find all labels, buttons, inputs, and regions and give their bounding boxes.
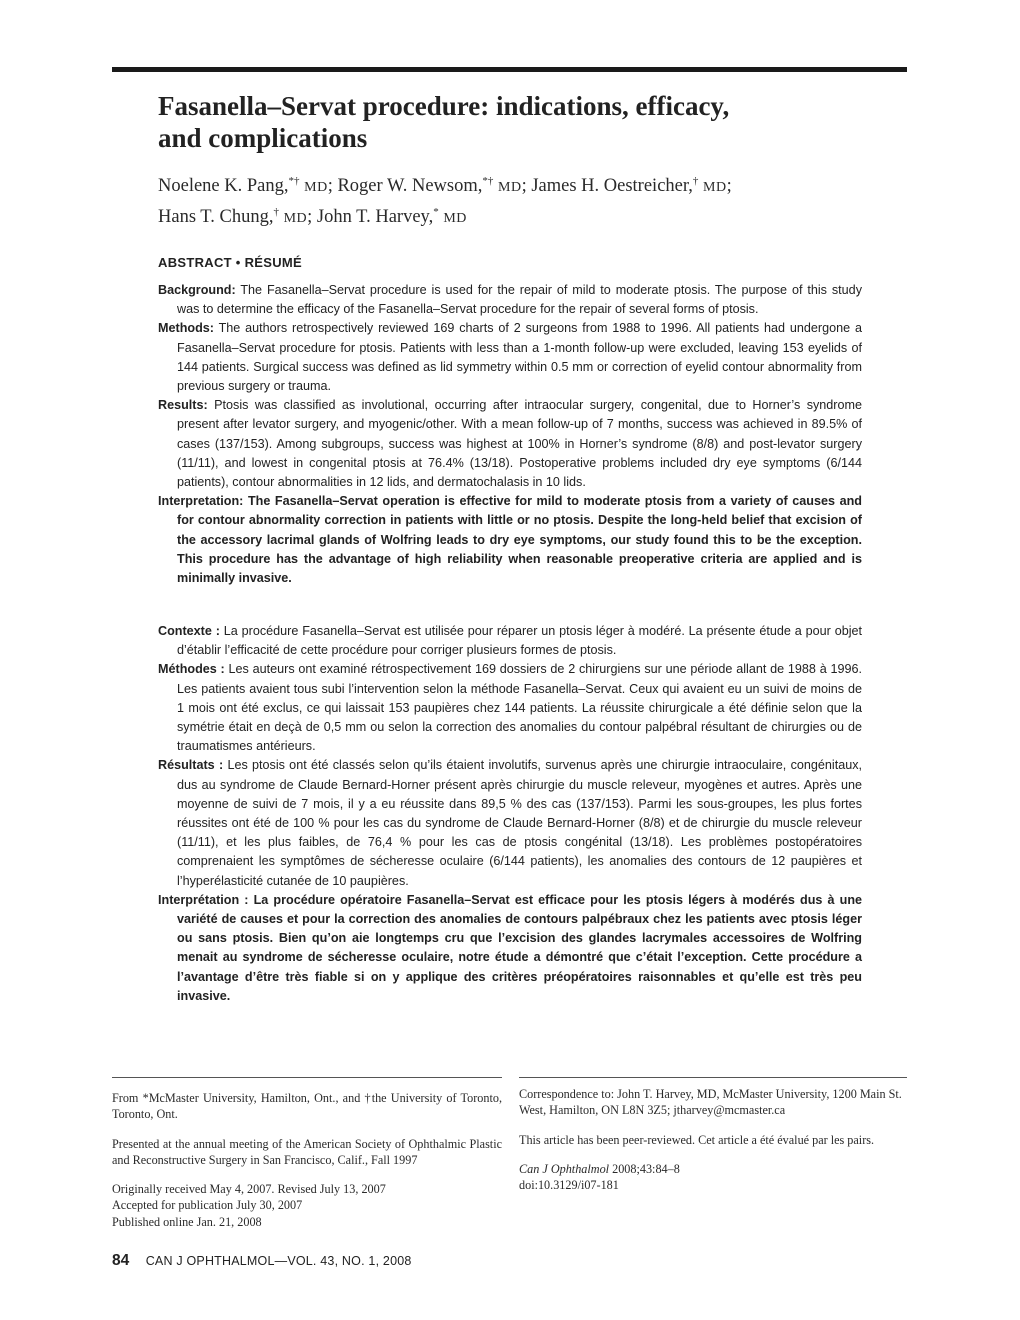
journal-running-footer: CAN J OPHTHALMOL—VOL. 43, NO. 1, 2008	[145, 1254, 412, 1268]
article-title	[158, 90, 858, 154]
author-name: Noelene K. Pang,	[158, 176, 289, 197]
doi: doi:10.3129/i07-181	[519, 1178, 619, 1193]
title-line-1: Fasanella–Servat procedure: indications, efficacy,	[158, 91, 730, 121]
footnote-divider-left	[112, 1077, 502, 1078]
author-degree: MD	[443, 211, 467, 227]
accepted-date: Accepted for publication July 30, 2007	[112, 1198, 303, 1213]
citation-ref: 2008;43:84–8	[612, 1161, 680, 1176]
author-degree: MD	[498, 180, 522, 196]
author-degree: MD	[703, 180, 727, 196]
resume-resultats	[158, 756, 862, 890]
author-separator: ;	[307, 207, 313, 228]
footnotes-right	[519, 1086, 911, 1206]
author-degree: MD	[304, 180, 328, 196]
section-label: Méthodes :	[158, 662, 225, 677]
author-degree: MD	[283, 211, 308, 227]
section-label: Background:	[158, 283, 236, 297]
page-footer	[112, 1252, 412, 1270]
author-line-1	[158, 169, 898, 200]
abstract-results	[158, 396, 862, 492]
section-label: Interpretation:	[158, 494, 244, 509]
author-separator: ;	[521, 176, 527, 197]
footnote-divider-right	[519, 1077, 907, 1078]
section-text: The Fasanella–Servat operation is effective for mild to moderate ptosis from a variety of causes and for contour abnormality correction in patients with little or no ptosis. Despite the long-held belief that excision of the accessory lacrimal glands of Wolfring leads to dry eye symptoms, our study found this to be the exception. This procedure has the advantage of high reliability when reasonable preoperative criteria are applied and is minimally invasive.	[177, 494, 862, 586]
section-text: La procédure opératoire Fasanella–Servat est efficace pour les ptosis légers à modérés dus à une variété de causes et pour la correction des anomalies de contours palpébraux chez les patients avec ptosis léger ou sans ptosis. Bien qu’on aie longtemps cru que l’excision des glandes lacrymales accessoires de Wolfring menait au syndrome de sécheresse oculaire, notre étude a démontré que c’était l’exception. Cette procédure a l’avantage d’être très fiable si on y applique des critères préopératoires raisonnables et qu’elle est très peu invasive.	[177, 892, 863, 1003]
author-affiliation-mark: *	[433, 206, 439, 219]
author-separator: ;	[726, 176, 732, 197]
abstract-english	[158, 281, 862, 588]
resume-contexte	[158, 622, 862, 660]
author-line-2	[158, 200, 898, 231]
section-text: Ptosis was classified as involutional, occurring after intraocular surgery, congenital, due to Horner’s syndrome present after levator surgery, and myogenic/other. With a mean follow-up of 7 months, success was achieved in 89.5% of cases (137/153). Among subgroups, success was highest at 100% in Horner’s syndrome (8/8) and post-levator surgery (11/11), and lowest in congenital ptosis at 76.4% (13/18). Postoperative problems included dry eye symptoms (6/144 patients), contour abnormalities in 12 lids, and dermatochalasis in 10 lids.	[177, 398, 862, 490]
published-date: Published online Jan. 21, 2008	[112, 1214, 262, 1229]
section-label: Résultats :	[158, 758, 224, 773]
footnotes-left	[112, 1090, 502, 1243]
author-affiliation-mark: *†	[288, 175, 300, 187]
abstract-interpretation	[158, 492, 862, 588]
section-label: Methods:	[158, 321, 214, 336]
dates-note	[112, 1181, 502, 1230]
author-name: John T. Harvey,	[316, 207, 434, 228]
author-name: James H. Oestreicher,	[531, 176, 693, 197]
section-label: Results:	[158, 398, 208, 413]
affiliation-note: From *McMaster University, Hamilton, Ont., and †the University of Toronto, Toronto, Ont.	[112, 1091, 502, 1122]
citation-note	[519, 1161, 911, 1194]
citation-line	[519, 1161, 911, 1177]
received-date: Originally received May 4, 2007. Revised July 13, 2007	[112, 1182, 386, 1197]
author-name: Roger W. Newsom,	[337, 176, 483, 197]
author-affiliation-mark: *†	[482, 175, 494, 187]
resume-interpretation	[158, 891, 862, 1006]
author-list	[158, 169, 898, 231]
correspondence-note: Correspondence to: John T. Harvey, MD, McMaster University, 1200 Main St. West, Hamilton, ON L8N 3Z5; jtharvey@mcmaster.ca	[519, 1087, 902, 1118]
citation-journal: Can J Ophthalmol	[519, 1161, 610, 1176]
peer-review-note: This article has been peer-reviewed. Cet article a été évalué par les pairs.	[519, 1132, 875, 1147]
page-number: 84	[112, 1252, 130, 1269]
top-rule	[112, 67, 907, 72]
section-text: Les auteurs ont examiné rétrospectivement 169 dossiers de 2 chirurgiens sur une période allant de 1988 à 1996. Les patients avaient tous subi l’intervention selon la méthode Fasanella–Servat. Ceux qui avaient eu un suivi de moins de 1 mois ont été exclus, ce qui laissait 153 paupières chez 144 patients. La réussite chirurgicale a été définie selon que la symétrie était en deçà de 0,5 mm ou selon la correction des anomalies du contour palpébral résultant de chirurgies ou de traumatismes antérieurs.	[177, 662, 862, 754]
abstract-heading: ABSTRACT • RÉSUMÉ	[158, 255, 302, 270]
section-label: Contexte :	[158, 624, 220, 638]
abstract-french	[158, 622, 862, 1006]
presented-note: Presented at the annual meeting of the American Society of Ophthalmic Plastic and Reconstructive Surgery in San Francisco, Calif., Fall 1997	[112, 1136, 502, 1167]
section-label: Interprétation :	[158, 892, 249, 907]
author-affiliation-mark: †	[273, 206, 279, 219]
section-text: Les ptosis ont été classés selon qu’ils étaient involutifs, survenus après une chirurgie intraoculaire, congénitaux, dus au syndrome de Claude Bernard-Horner présent après chirurgie du muscle releveur, myogènes et autres. Après une moyenne de suivi de 7 mois, il y a eu réussite dans 89,5 % des cas (137/153). Parmi les sous-groupes, les plus fortes réussites ont été de 100 % pour les cas du syndrome de Claude Bernard-Horner (8/8) et de chirurgie du muscle releveur (11/11), et les plus faibles, de 76,4 % pour les cas de ptosis congénital (13/18). Les problèmes postopératoires comprenaient les symptômes de sécheresse oculaire (6/144 patients), les anomalies des contours de 12 paupières et l’hyperélasticité cutanée de 10 paupières.	[177, 758, 862, 888]
section-text: The authors retrospectively reviewed 169 charts of 2 surgeons from 1988 to 1996. All patients had undergone a Fasanella–Servat procedure for ptosis. Patients with less than a 1-month follow-up were excluded, leaving 153 eyelids of 144 patients. Surgical success was defined as lid symmetry within 0.5 mm or correction of eyelid contour abnormality from previous surgery or trauma.	[177, 321, 862, 394]
resume-methodes	[158, 660, 862, 756]
abstract-methods	[158, 319, 862, 396]
author-separator: ;	[327, 176, 333, 197]
abstract-background	[158, 281, 862, 319]
author-name: Hans T. Chung,	[158, 207, 274, 228]
title-line-2: and complications	[158, 123, 368, 153]
section-text: La procédure Fasanella–Servat est utilisée pour réparer un ptosis léger à modéré. La présente étude a pour objet d’établir l’efficacité de cette procédure pour corriger plusieurs formes de ptosis.	[177, 624, 863, 658]
section-text: The Fasanella–Servat procedure is used for the repair of mild to moderate ptosis. The purpose of this study was to determine the efficacy of the Fasanella–Servat procedure for the repair of several forms of ptosis.	[177, 283, 862, 317]
author-affiliation-mark: †	[692, 175, 699, 187]
